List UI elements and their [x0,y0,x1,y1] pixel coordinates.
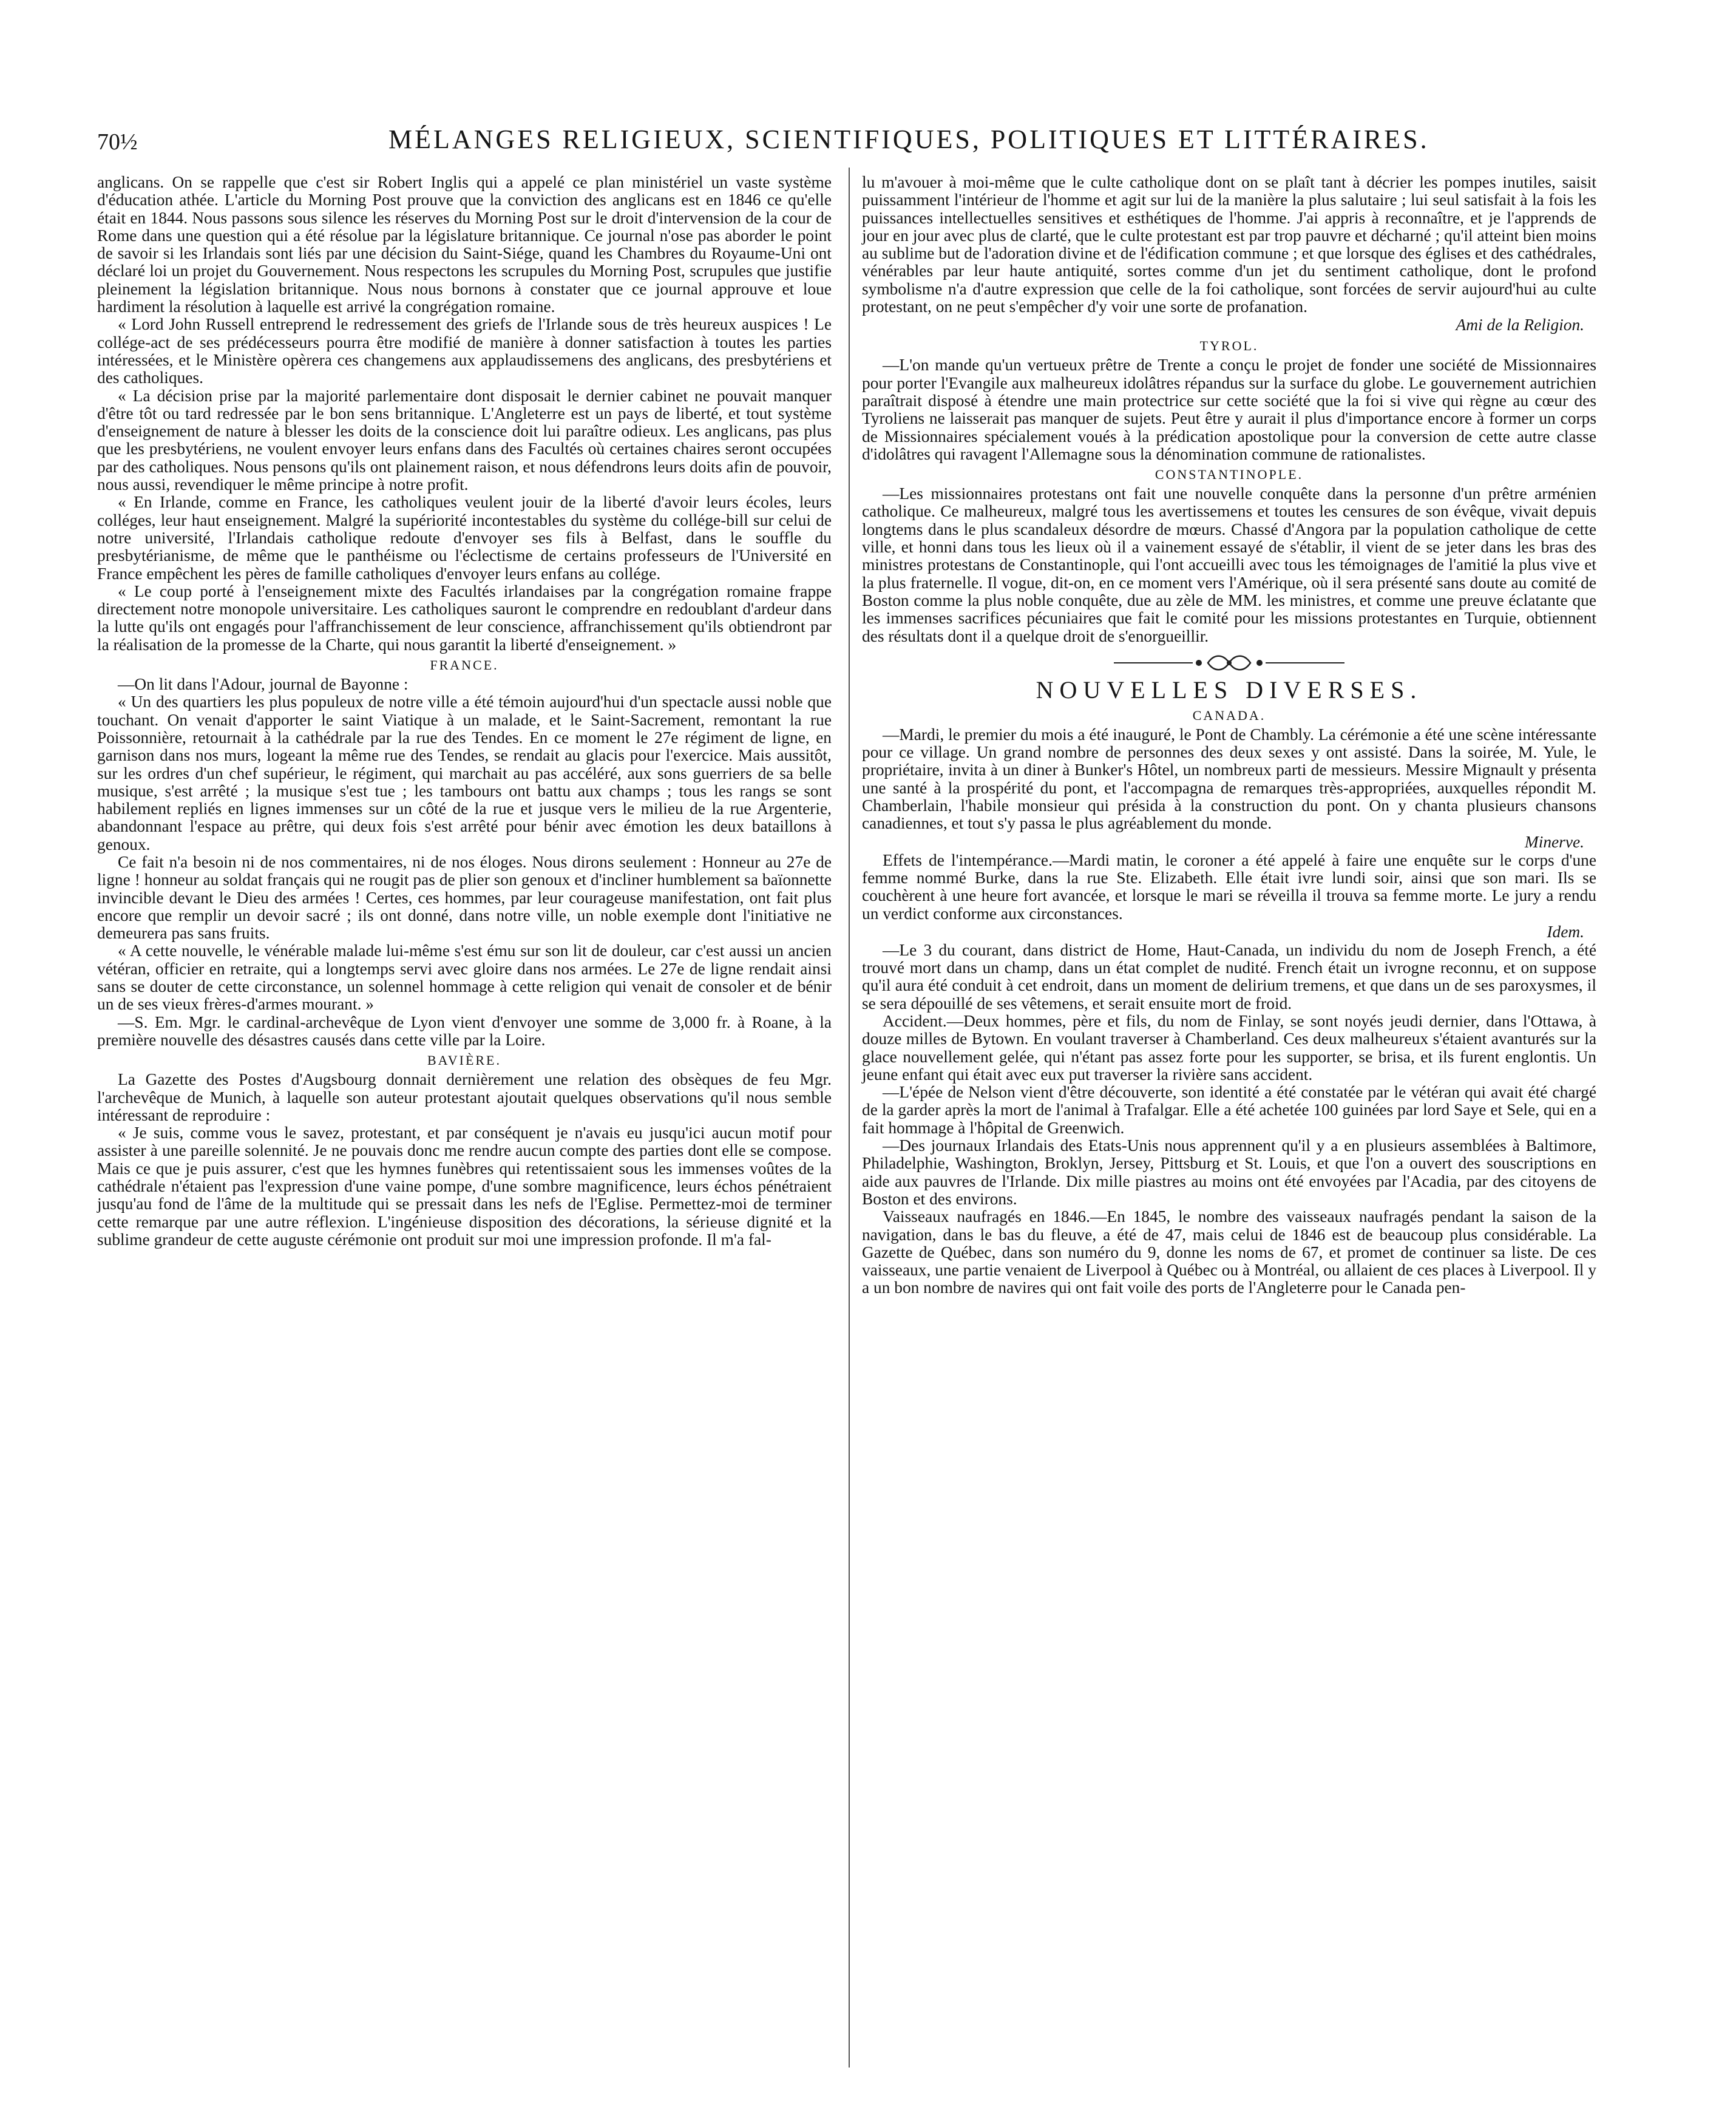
page-header [91,124,1602,160]
article-paragraph: —S. Em. Mgr. le cardinal-archevêque de Lyon vient d'envoyer une somme de 3,000 fr. à Roane, à la première nouvelle des désastres causés dans cette ville par la Loire. [97,1013,832,1049]
ornament-divider [862,653,1596,673]
section-heading-constantinople: CONSTANTINOPLE. [1155,467,1304,483]
newspaper-page [91,115,1602,2082]
section-heading-canada: CANADA. [1192,707,1266,723]
article-paragraph: —L'on mande qu'un vertueux prêtre de Trente a conçu le projet de fonder une société de Missionnaires pour porter l'Evangile aux malheureux idolâtres répandus sur la surface du globe. Le gouvernement autrichien paraîtrait disposé à étendre une main protectrice sur cette société que la foi si vive qui règne au cœur des Tyroliens ne laisserait pas manquer de sujets. Peut être y aurait il plus d'importance encore à former un corps de Missionnaires spécialement voués à la prédication apostolique pour la conversion de cette autre classe d'idolâtres qui ravagent l'Allemagne sous la dénomination commune de rationalistes. [862,356,1596,463]
section-heading-france: FRANCE. [430,657,499,673]
article-paragraph: « A cette nouvelle, le vénérable malade lui-même s'est ému sur son lit de douleur, car c'est aussi un ancien vétéran, officier en retraite, qui a longtemps servi avec gloire dans nos armées. Le 27e de ligne rendait ainsi sans se douter de cette circonstance, un solennel hommage à cette religion qui venait de consoler et de bénir un de ses vieux frères-d'armes mourant. » [97,941,832,1014]
article-paragraph: « Un des quartiers les plus populeux de notre ville a été témoin aujourd'hui d'un spectacle aussi noble que touchant. On venait d'apporter le saint Viatique à un malade, et le Saint-Sacrement, remontant la rue Poissonnière, retournait à la cathédrale par la rue des Tendes. En ce moment le 27e régiment de ligne, en garnison dans nos murs, logeant la même rue des Tendes, se rendait au glacis pour l'exercice. Mais aussitôt, sur les ordres d'un chef supérieur, le régiment, qui marchait au pas accéléré, aux sons guerriers de sa belle musique, s'est arrêté ; la musique s'est tue ; les tambours ont battu aux champs ; tous les rangs se sont habilement repliés en lignes immenses sur un côté de la rue et jusque vers le milieu de la rue Argenterie, abandonnant l'espace au prêtre, qui deux fois s'est arrêté pour bénir avec émotion les deux bataillons à genoux. [97,693,832,853]
article-paragraph: Accident.—Deux hommes, père et fils, du nom de Finlay, se sont noyés jeudi dernier, dans l'Ottawa, à douze milles de Bytown. En voulant traverser à Chamberland. Ces deux malheureux s'étaient avanturés sur la glace nouvellement gelée, qui n'étant pas assez forte pour les supporter, se brisa, et ils furent englontis. Un jeune enfant qui était avec eux put traverser la rivière sans accident. [862,1011,1596,1084]
article-paragraph: —On lit dans l'Adour, journal de Bayonne : [118,675,409,694]
article-paragraph: —Des journaux Irlandais des Etats-Unis nous apprennent qu'il y a en plusieurs assemblées à Baltimore, Philadelphie, Washington, Broklyn, Jersey, Pittsburg et St. Louis, et que l'on a ouvert des souscriptions en aide aux pauvres de l'Irlande. Dix mille piastres au moins ont été envoyées par l'Acadia, par des citoyens de Boston et des environs. [862,1136,1596,1208]
section-heading-tyrol: TYROL. [1199,338,1259,354]
article-paragraph: Effets de l'intempérance.—Mardi matin, le coroner a été appelé à faire une enquête sur le corps d'une femme nommé Burke, dans la rue Ste. Elizabeth. Elle était ivre lundi soir, ainsi que son mari. Ils se couchèrent à une heure fort avancée, et lorsque le mari se réveilla il trouva sa femme morte. Le jury a rendu un verdict conforme aux circonstances. [862,850,1596,923]
article-paragraph: « Je suis, comme vous le savez, protestant, et par conséquent je n'avais eu jusqu'ici aucun motif pour assister à une pareille solennité. Je ne pouvais donc me rendre aucun compte des parties dont elle se compose. Mais ce que je puis assurer, c'est que les hymnes funèbres qui retentissaient sous les immenses voûtes de la cathédrale n'étaient pas l'expression d'une vaine pompe, d'une sombre magnificence, leurs échos pénétraient jusqu'au fond de l'âme de la multitude qui se pressait dans les nefs de l'Eglise. Permettez-moi de terminer cette remarque par une autre réflexion. L'ingénieuse disposition des décorations, la sérieuse dignité et la sublime grandeur de cette auguste cérémonie ont produit sur moi une impression profonde. Il m'a fal- [97,1124,832,1249]
source-signature: Ami de la Religion. [1456,316,1584,334]
article-paragraph: —L'épée de Nelson vient d'être découverte, son identité a été constatée par le vétéran qui avait été chargé de la garder après la mort de l'animal à Trafalgar. Elle a été achetée 100 guinées par lord Saye et Sele, qui en a fait hommage à l'hôpital de Greenwich. [862,1083,1596,1137]
source-signature: Minerve. [1524,832,1584,851]
section-heading-baviere: BAVIÈRE. [427,1053,501,1068]
right-column [862,174,1596,1297]
article-paragraph: anglicans. On se rappelle que c'est sir Robert Inglis qui a appelé ce plan ministériel un vaste système d'éducation athée. L'article du Morning Post prouve que la conviction des anglicans est en 1846 ce qu'elle était en 1844. Nous passons sous silence les réserves du Morning Post sur le droit d'intervension de la cour de Rome dans une question qui a été résolue par la législature britannique. Ce journal n'ose pas aborder le point de savoir si les Irlandais sont liés par une décision du Saint-Siége, quand les Chambres du Royaume-Uni ont déclaré loi un projet du Gouvernement. Nous respectons les scrupules du Morning Post, scrupules que justifie pleinement la législation britannique. Nous nous bornons à constater que ce journal approuve et loue hardiment la résolution à laquelle est arrivé la congrégation romaine. [97,173,832,316]
ornament-flourish-icon [1102,653,1357,673]
article-paragraph: Ce fait n'a besoin ni de nos commentaires, ni de nos éloges. Nous dirons seulement : Honneur au 27e de ligne ! honneur au soldat français qui ne rougit pas de plier son genoux et d'incliner humblement sa baïonnette invincible devant le Dieu des armées ! Certes, ces hommes, par leur courageuse manifestation, ont fait plus encore que remplir un devoir sacré ; ils ont donné, dans notre ville, un noble exemple dont l'initiative ne demeurera pas sans fruits. [97,852,832,943]
article-paragraph: —Les missionnaires protestans ont fait une nouvelle conquête dans la personne d'un prêtre arménien catholique. Ce malheureux, malgré tous les avertissemens et toutes les censures de son évêque, vivait depuis longtems dans le plus scandaleux désordre de mœurs. Chassé d'Angora par la population catholique de cette ville, et honni dans tous les lieux où il a vainement essayé de s'établir, il vient de se jeter dans les bras des ministres protestans de Constantinople, qui l'ont accueilli avec tous les témoignages de l'amitié la plus vive et la plus fraternelle. Il vogue, dit-on, en ce moment vers l'Amérique, où il sera présenté sans doute au comité de Boston comme la plus noble conquête, due au zèle de MM. les ministres, et comme une preuve éclatante que les immenses sacrifices pécuniaires que fait le comité pour les missions protestantes en Turquie, obtiennent des résultats dont il a quelque droit de s'enorgueillir. [862,484,1596,645]
article-paragraph: La Gazette des Postes d'Augsbourg donnait dernièrement une relation des obsèques de feu Mgr. l'archevêque de Munich, à laquelle son auteur protestant ajoutait quelques observations qu'il nous semble intéressant de reproduire : [97,1070,832,1124]
article-paragraph: Vaisseaux naufragés en 1846.—En 1845, le nombre des vaisseaux naufragés pendant la saison de la navigation, dans le bas du fleuve, a été de 47, mais celui de 1846 est de beaucoup plus considérable. La Gazette de Québec, dans son numéro du 9, donne les noms de 67, et promet de continuer sa liste. De ces vaisseaux, une partie venaient de Liverpool à Québec ou à Montréal, ou allaient de ces places à Liverpool. Il y a un bon nombre de navires qui ont fait voile des ports de l'Angleterre pour le Canada pen- [862,1207,1596,1297]
running-title: MÉLANGES RELIGIEUX, SCIENTIFIQUES, POLITIQUES ET LITTÉRAIRES. [388,124,1429,154]
article-paragraph: « La décision prise par la majorité parlementaire dont disposait le dernier cabinet ne pouvait manquer d'être tôt ou tard redressée par le bon sens britannique. L'Angleterre est un pays de liberté, et tout système d'enseignement de nature à blesser les doits de la conscience doit lui paraître odieux. Les anglicans, pas plus que les presbytériens, ne voulent envoyer leurs enfans dans des Facultés où certaines chaires seront occupées par des catholiques. Nous pensons qu'ils ont plainement raison, et nous défendrons leurs doits afin de pouvoir, nous aussi, revendiquer le même principe à notre profit. [97,386,832,494]
article-paragraph: —Mardi, le premier du mois a été inauguré, le Pont de Chambly. La cérémonie a été une scène intéressante pour ce village. Un grand nombre de personnes des deux sexes y ont assisté. Dans la soirée, M. Yule, le propriétaire, invita à un diner à Bunker's Hôtel, un nombreux parti de messieurs. Messire Mignault y présenta une santé à la prospérité du pont, et l'accompagna de remarques très-appropriées, auxquelles répondit M. Chamberlain, l'habile monsieur qui présida à la construction du pont. On y chanta plusieurs chansons canadiennes, et tout s'y passa le plus agréablement du monde. [862,725,1596,833]
section-heading-nouvelles: NOUVELLES DIVERSES. [1036,676,1423,704]
page-number: 70½ [97,129,138,155]
left-column [97,174,832,1249]
article-paragraph: —Le 3 du courant, dans district de Home, Haut-Canada, un individu du nom de Joseph French, a été trouvé mort dans un champ, dans un état complet de nudité. French était un ivrogne reconnu, et on suppose qu'il aura été conduit à cet endroit, dans un moment de delirium tremens, et que dans un de ses paroxysmes, il se sera dépouillé de ses vêtemens, et serait ensuite mort de froid. [862,940,1596,1013]
column-divider [849,168,850,2068]
article-paragraph: « Le coup porté à l'enseignement mixte des Facultés irlandaises par la congrégation romaine frappe directement notre monopole universitaire. Les catholiques sauront le comprendre en redoublant d'ardeur dans la lutte qu'ils ont engagés pour l'affranchissement de leur conscience, affranchissement qu'ils obtiendront par la réalisation de la promesse de la Charte, qui nous garantit la liberté d'enseignement. » [97,582,832,654]
article-paragraph: lu m'avouer à moi-même que le culte catholique dont on se plaît tant à décrier les pompes inutiles, saisit puissamment l'intérieur de l'homme et agit sur lui de la manière la plus salutaire ; lui seul satisfait à la fois les puissances intellectuelles sensitives et esthétiques de l'homme. J'ai appris à reconnaître, et je l'apprends de jour en jour avec plus de clarté, que le culte protestant est par trop pauvre et décharné ; qu'il atteint bien moins au sublime but de l'adoration divine et de l'édification commune ; et que lorsque des églises et des cathédrales, vénérables par leur haute antiquité, sortes comme d'un jet du sentiment catholique, dont le profond symbolisme n'a d'autre expression que celle de la foi catholique, sont forcées de servir aujourd'hui au culte protestant, on ne peut s'empêcher d'y voir une sorte de profanation. [862,173,1596,316]
article-paragraph: « En Irlande, comme en France, les catholiques veulent jouir de la liberté d'avoir leurs écoles, leurs colléges, leur haut enseignement. Malgré la supériorité incontestables du système du collége-bill sur celui de notre université, l'Irlandais catholique redoute d'envoyer ses fils à Belfast, dans le souffle du presbytérianisme, de même que le panthéisme ou l'éclectisme de certains professeurs de l'Université en France empêchent les pères de famille catholiques d'envoyer leurs enfans au collége. [97,493,832,583]
article-paragraph: « Lord John Russell entreprend le redressement des griefs de l'Irlande sous de très heureux auspices ! Le collége-act de ses prédécesseurs pourra être modifié de manière à donner satisfaction à toutes les parties intéressées, et le Ministère opèrera ces changemens aux applaudissemens des anglicans, des presbytériens et des catholiques. [97,315,832,387]
source-signature: Idem. [1547,922,1584,941]
